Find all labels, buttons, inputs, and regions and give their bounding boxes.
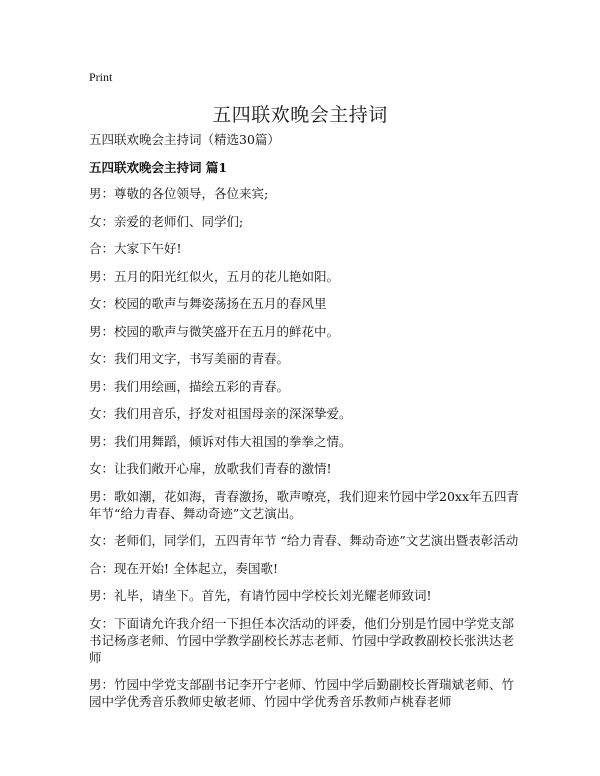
document-subtitle: 五四联欢晚会主持词（精选30篇） [89, 132, 280, 147]
script-line: 女：我们用文字，书写美丽的青春。 [89, 351, 290, 366]
script-line: 男：我们用绘画，描绘五彩的青春。 [89, 378, 290, 394]
script-lines [89, 185, 519, 721]
script-line: 男：校园的歌声与微笑盛开在五月的鲜花中。 [89, 323, 340, 339]
script-line: 女：让我们敞开心扉，放歌我们青春的激情! [89, 461, 332, 476]
script-line: 女：亲爱的老师们、同学们; [89, 213, 244, 229]
print-link[interactable]: Print [89, 70, 113, 84]
script-line: 男：我们用舞蹈，倾诉对伟大祖国的拳拳之情。 [89, 433, 352, 449]
script-line: 合：现在开始! 全体起立，奏国歌! [89, 560, 279, 576]
script-line: 女：老师们，同学们，五四青年节 “给力青春、舞动奇迹”文艺演出暨表彰活动 [89, 533, 519, 548]
script-line: 男：竹园中学党支部副书记李开宁老师、竹园中学后勤副校长胥瑞斌老师、竹园中学优秀音乐教师史敏老师、竹园中学优秀音乐教师卢桃春老师 [89, 677, 515, 709]
page-title: 五四联欢晚会主持词 [212, 104, 388, 126]
script-line: 男：尊敬的各位领导，各位来宾; [89, 186, 269, 201]
script-line: 合：大家下午好! [89, 241, 182, 256]
script-line: 女：校园的歌声与舞姿荡扬在五月的春风里 [89, 296, 327, 311]
script-line: 女：我们用音乐，抒发对祖国母亲的深深挚爱。 [89, 406, 352, 421]
script-line: 男：礼毕，请坐下。首先，有请竹园中学校长刘光耀老师致词! [89, 588, 432, 603]
script-line: 女：下面请允许我介绍一下担任本次活动的评委，他们分别是竹园中学党支部书记杨彦老师、竹园中学教学副校长苏志老师、竹园中学政教副校长张洪达老师 [89, 615, 515, 665]
section-heading: 五四联欢晚会主持词 篇1 [89, 160, 228, 175]
script-line: 男：五月的阳光红似火，五月的花儿艳如阳。 [89, 268, 340, 284]
script-line: 男：歌如潮，花如海，青春激扬，歌声嘹亮，我们迎来竹园中学20xx年五四青年节“给力青春、舞动奇迹”文艺演出。 [89, 488, 520, 521]
